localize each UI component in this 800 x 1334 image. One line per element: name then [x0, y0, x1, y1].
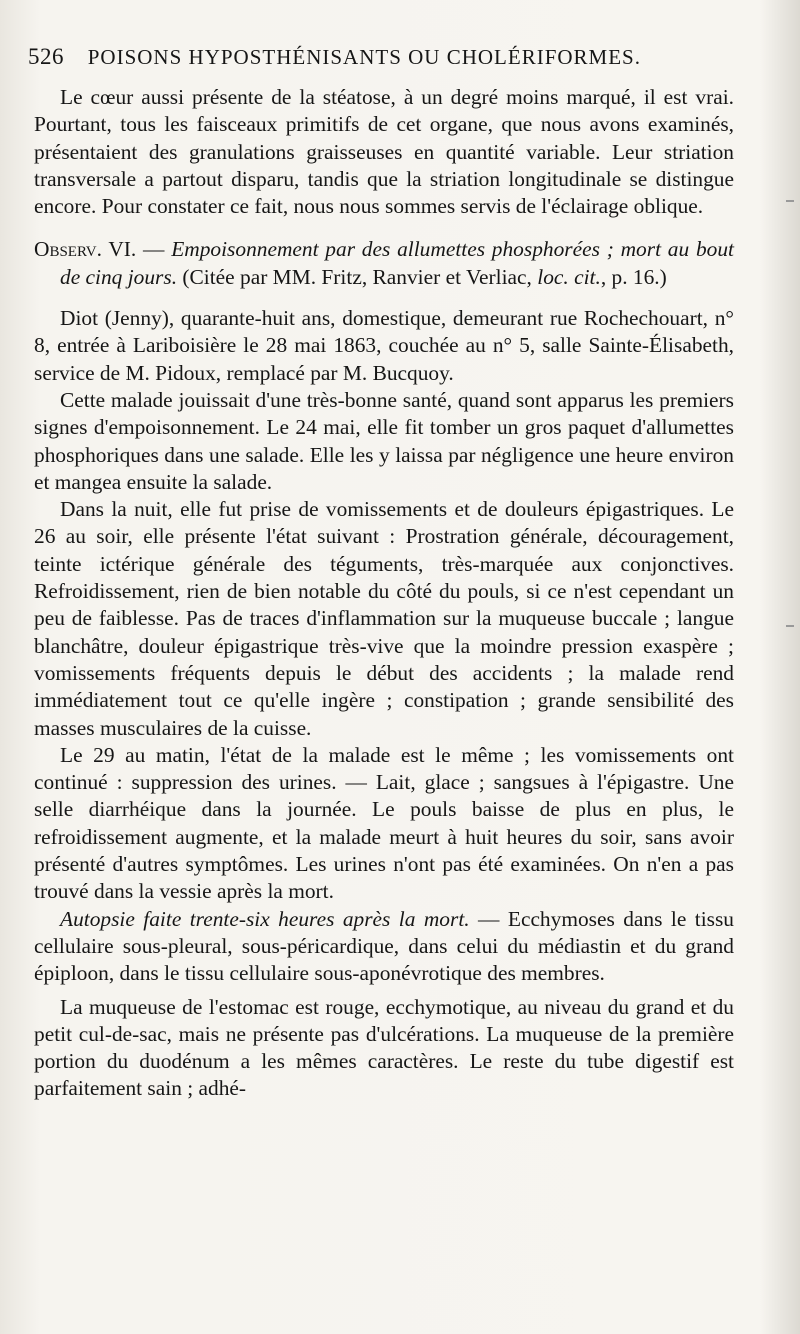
autopsy-text: — Ecchymoses dans le tissu cellulaire sous-pleural, sous-péricardique, dans celui du médiastin et du grand épiploon, dans le tissu cellulaire sous-aponévrotique des membres.: [34, 906, 734, 986]
observation-citation-page: , p. 16.): [600, 264, 667, 289]
observation-heading: [34, 236, 734, 291]
observation-label: Observ. VI. —: [34, 237, 165, 262]
observation-title: Empoisonnement par des allumettes phosphorées ; mort au bout de cinq jours.: [60, 237, 734, 289]
page-number: 526: [28, 44, 64, 69]
page-header: [28, 44, 768, 70]
paragraph-autopsy: [34, 906, 734, 988]
paragraph-onset: Cette malade jouissait d'une très-bonne santé, quand sont apparus les premiers signes d'empoisonnement. Le 24 mai, elle fit tomber un gros paquet d'allumettes phosphoriques dans une salade. Elle les y laissa par négligence une heure environ et mangea ensuite la salade.: [34, 387, 734, 494]
margin-mark: [786, 200, 794, 202]
running-title: POISONS HYPOSTHÉNISANTS OU CHOLÉRIFORMES.: [87, 45, 641, 69]
paragraph-death: Le 29 au matin, l'état de la malade est le même ; les vomissements ont continué : suppression des urines. — Lait, glace ; sangsues à l'épigastre. Une selle diarrhéique dans la journée. Le pouls baisse de plus en plus, le refroidissement augmente, et la malade meurt à huit heures du soir, sans avoir présenté d'autres symptômes. Les urines n'ont pas été examinées. On n'en a pas trouvé dans la vessie après la mort.: [34, 742, 734, 904]
paragraph-heart-steatosis: Le cœur aussi présente de la stéatose, à un degré moins marqué, il est vrai. Pourtant, tous les faisceaux primitifs de cet organe, que nous avons examinés, présentaient des granulations graisseuses en quantité variable. Leur striation transversale a partout disparu, tandis que la striation longitudinale se distingue encore. Pour constater ce fait, nous nous sommes servis de l'éclairage oblique.: [34, 85, 734, 219]
paragraph-patient-intro: Diot (Jenny), quarante-huit ans, domestique, demeurant rue Rochechouart, n° 8, entrée à Lariboisière le 28 mai 1863, couchée au n° 5, salle Sainte-Élisabeth, service de M. Pidoux, remplacé par M. Bucquoy.: [34, 306, 734, 385]
observation-citation: (Citée par MM. Fritz, Ranvier et Verliac,: [182, 264, 532, 289]
body-text: [34, 84, 734, 1103]
paragraph-stomach: La muqueuse de l'estomac est rouge, ecchymotique, au niveau du grand et du petit cul-de-sac, mais ne présente pas d'ulcérations. La muqueuse de la première portion du duodénum a les mêmes caractères. Le reste du tube digestif est parfaitement sain ; adhé-: [34, 994, 734, 1101]
observation-citation-loc: loc. cit.: [537, 264, 601, 289]
autopsy-heading: Autopsie faite trente-six heures après la mort.: [60, 906, 470, 931]
paragraph-symptoms: Dans la nuit, elle fut prise de vomissements et de douleurs épigastriques. Le 26 au soir, elle présente l'état suivant : Prostration générale, découragement, teinte ictérique générale des téguments, très-marquée aux conjonctives. Refroidissement, rien de bien notable du côté du pouls, si ce n'est cependant un peu de faiblesse. Pas de traces d'inflammation sur la muqueuse buccale ; langue blanchâtre, douleur épigastrique très-vive que la moindre pression exaspère ; vomissements fréquents depuis le début des accidents ; la malade rend immédiatement tout ce qu'elle ingère ; constipation ; grande sensibilité des masses musculaires de la cuisse.: [34, 497, 734, 740]
margin-mark: [786, 625, 794, 627]
